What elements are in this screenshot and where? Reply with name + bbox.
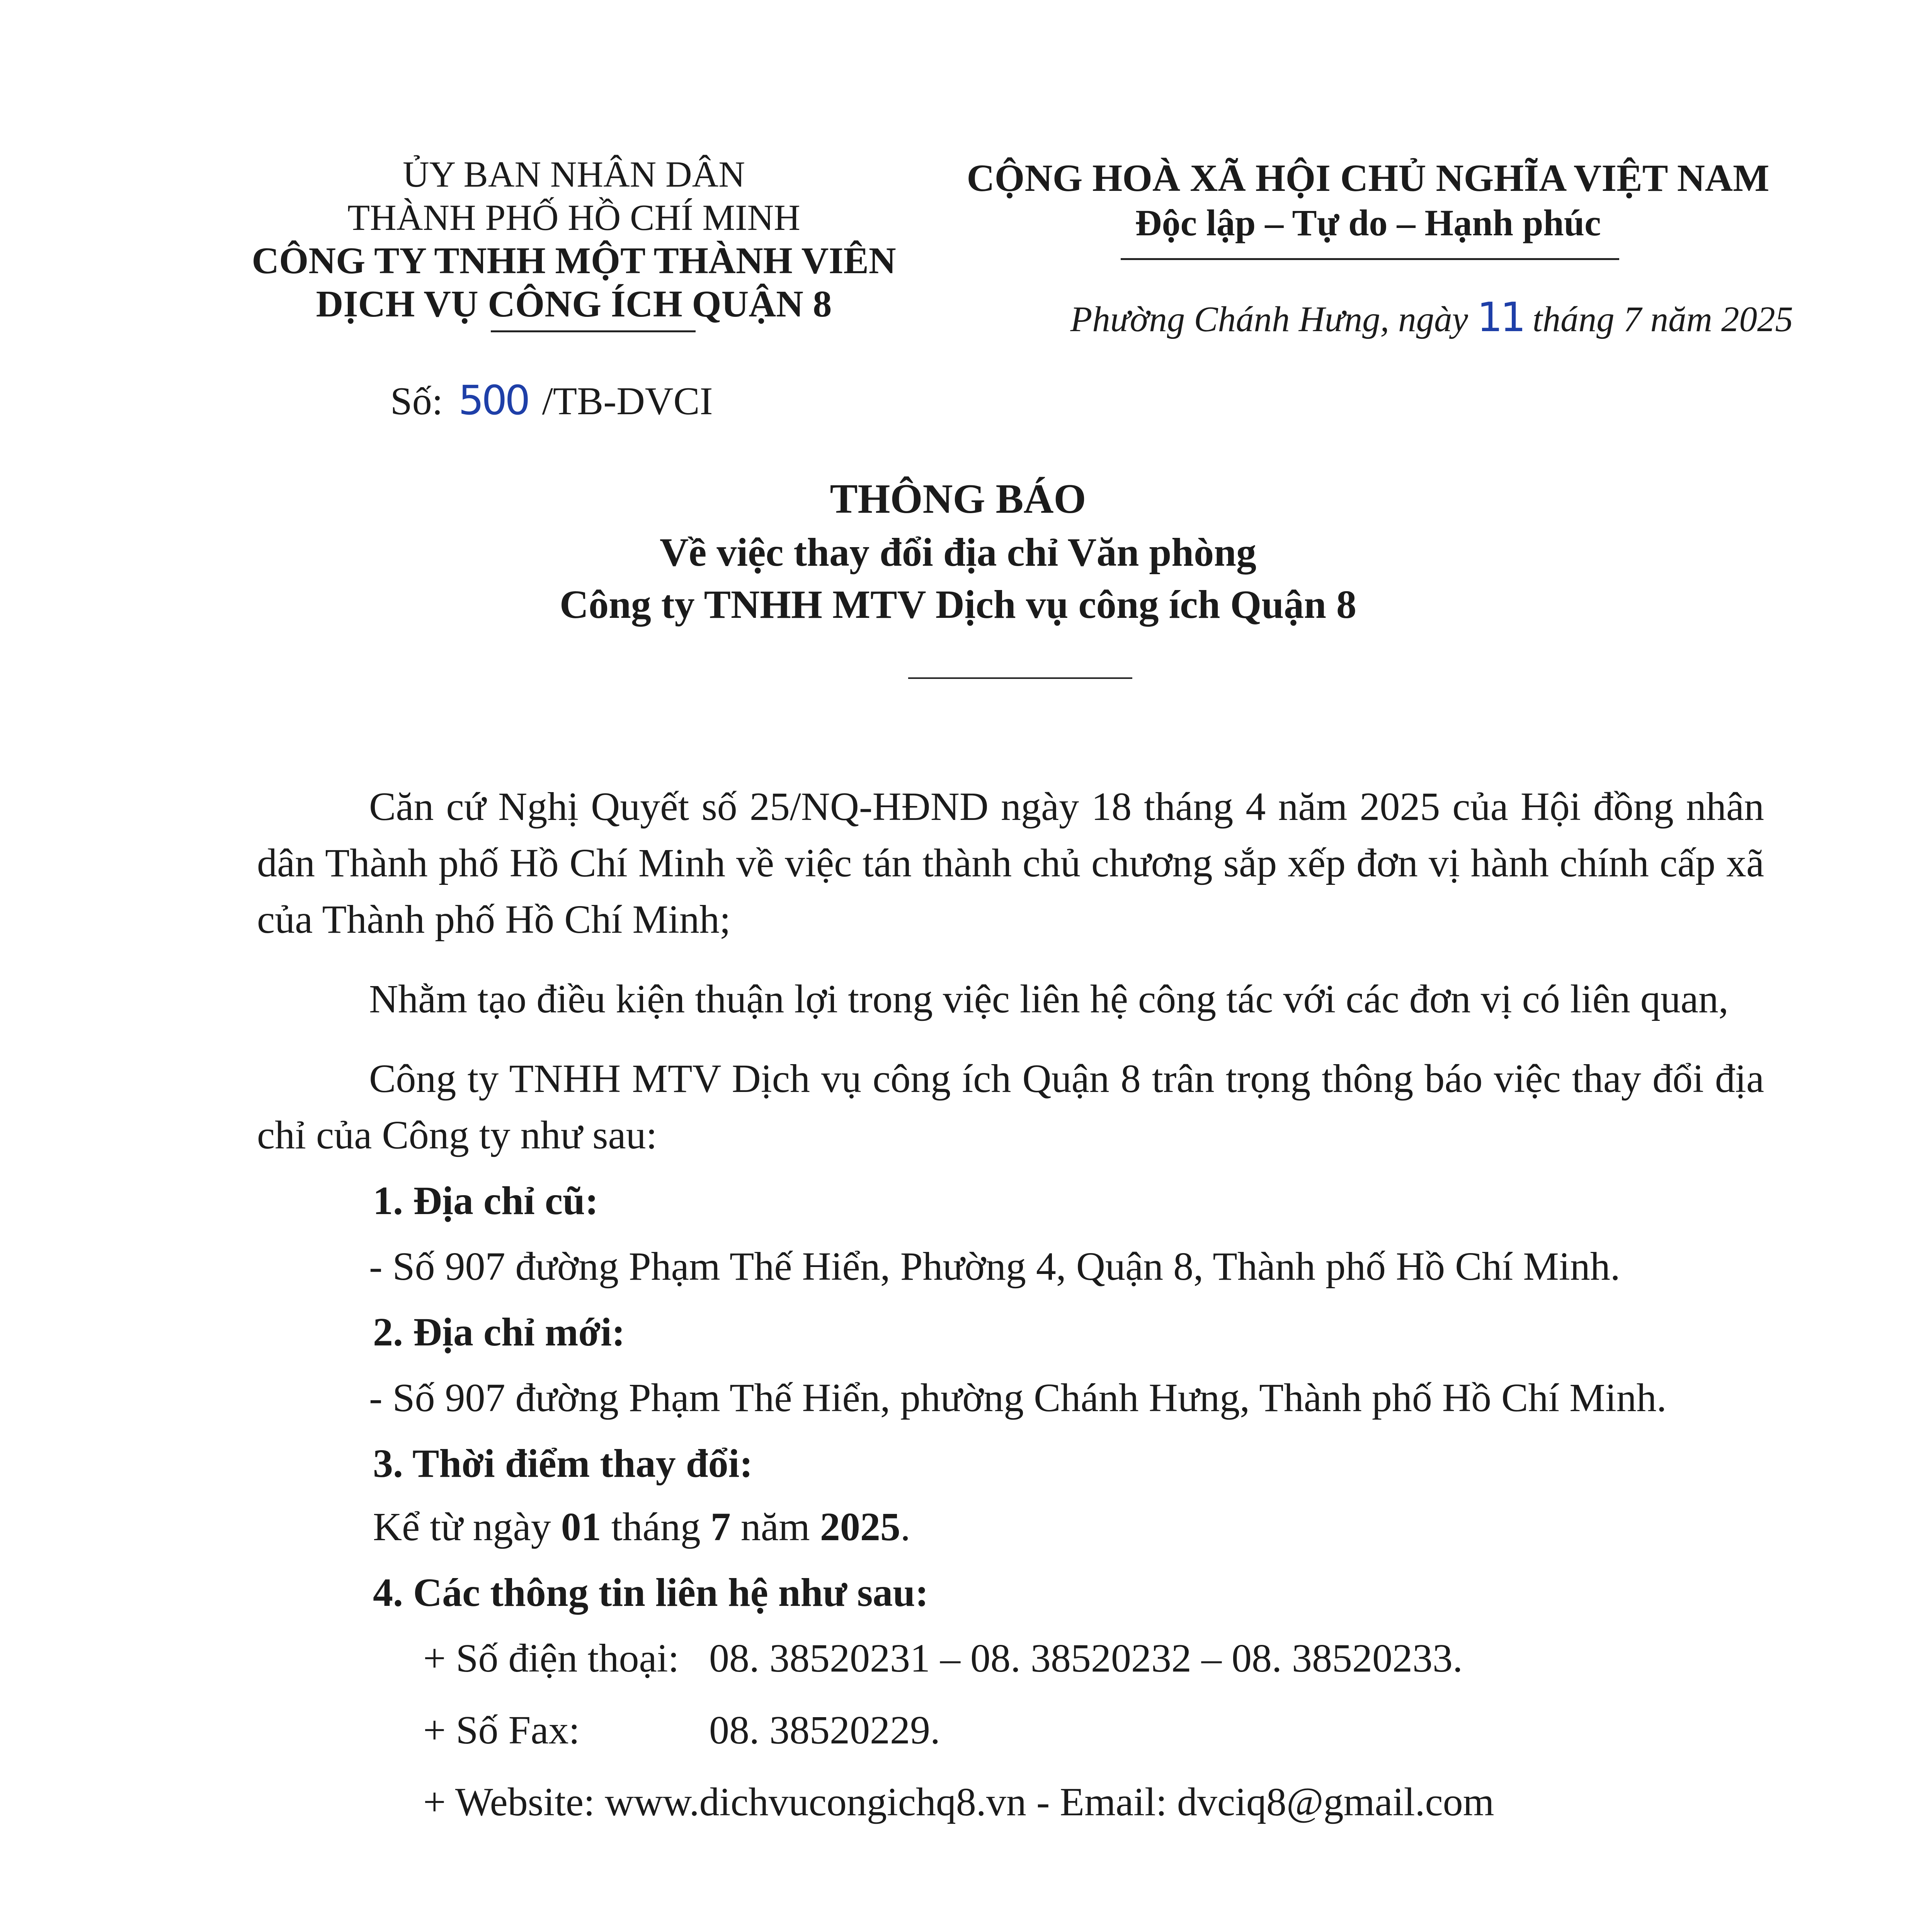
s3-month: 7 xyxy=(710,1505,731,1549)
s3-mid1: tháng xyxy=(611,1505,701,1549)
body-paragraph-2: Nhằm tạo điều kiện thuận lợi trong việc liên hệ công tác với các đơn vị có liên quan, xyxy=(369,977,1729,1021)
section-3-text xyxy=(373,1499,1764,1555)
section-2-text: - Số 907 đường Phạm Thế Hiển, phường Chánh Hưng, Thành phố Hồ Chí Minh. xyxy=(369,1376,1667,1420)
issuer-header xyxy=(224,153,924,326)
issuer-line-2: THÀNH PHỐ HỒ CHÍ MINH xyxy=(347,197,800,238)
section-4-title: 4. Các thông tin liên hệ như sau: xyxy=(373,1570,929,1615)
contact-phone xyxy=(423,1630,1764,1687)
s3-mid2: năm xyxy=(740,1505,810,1549)
motto-underline xyxy=(1121,258,1619,260)
national-title: CỘNG HOÀ XÃ HỘI CHỦ NGHĨA VIỆT NAM xyxy=(967,156,1770,199)
section-3-title: 3. Thời điểm thay đổi: xyxy=(373,1441,753,1486)
document-body xyxy=(257,779,1764,1830)
date-place: Phường Chánh Hưng, ngày xyxy=(1070,299,1468,339)
national-header xyxy=(943,156,1793,246)
document-subject-2: Công ty TNHH MTV Dịch vụ công ích Quận 8 xyxy=(559,582,1357,627)
section-2-title: 2. Địa chỉ mới: xyxy=(373,1310,625,1354)
s3-end: . xyxy=(900,1505,910,1549)
issuer-line-1: ỦY BAN NHÂN DÂN xyxy=(403,154,745,195)
contact-web-email: + Website: www.dichvucongichq8.vn - Email: dvciq8@gmail.com xyxy=(423,1780,1494,1824)
body-paragraph-1: Căn cứ Nghị Quyết số 25/NQ-HĐND ngày 18 tháng 4 năm 2025 của Hội đồng nhân dân Thành phố Hồ Chí Minh về việc tán thành chủ chương sắp xếp đơn vị hành chính cấp xã của Thành phố Hồ Chí Minh; xyxy=(257,784,1764,942)
date-month-year: tháng 7 năm 2025 xyxy=(1532,299,1793,339)
section-1-title: 1. Địa chỉ cũ: xyxy=(373,1179,599,1223)
date-line xyxy=(982,294,1793,341)
document-subject-1: Về việc thay đổi địa chỉ Văn phòng xyxy=(660,530,1256,575)
issuer-line-4: DỊCH VỤ CÔNG ÍCH QUẬN 8 xyxy=(316,283,832,325)
fax-value: 08. 38520229. xyxy=(709,1708,940,1752)
doc-number-suffix: /TB-DVCI xyxy=(542,379,713,423)
issuer-underline xyxy=(491,330,696,332)
body-paragraph-3: Công ty TNHH MTV Dịch vụ công ích Quận 8 trân trọng thông báo việc thay đổi địa chỉ của Công ty như sau: xyxy=(257,1056,1764,1157)
s3-day: 01 xyxy=(561,1505,601,1549)
phone-value: 08. 38520231 – 08. 38520232 – 08. 38520233. xyxy=(709,1636,1463,1680)
doc-number-handwritten: 500 xyxy=(458,377,528,424)
section-1-text: - Số 907 đường Phạm Thế Hiển, Phường 4, Quận 8, Thành phố Hồ Chí Minh. xyxy=(369,1244,1620,1289)
phone-label: + Số điện thoại: xyxy=(423,1636,679,1680)
doc-number-label: Số: xyxy=(390,379,443,423)
date-day-handwritten: 11 xyxy=(1477,294,1524,341)
national-motto: Độc lập – Tự do – Hạnh phúc xyxy=(1135,202,1601,243)
issuer-line-3: CÔNG TY TNHH MỘT THÀNH VIÊN xyxy=(252,240,896,282)
s3-pre: Kể từ ngày xyxy=(373,1505,551,1549)
title-underline xyxy=(908,677,1132,679)
contact-fax xyxy=(423,1702,1764,1759)
document-title: THÔNG BÁO xyxy=(830,476,1086,522)
s3-year: 2025 xyxy=(820,1505,900,1549)
fax-label: + Số Fax: xyxy=(423,1708,580,1752)
document-number xyxy=(390,377,713,424)
